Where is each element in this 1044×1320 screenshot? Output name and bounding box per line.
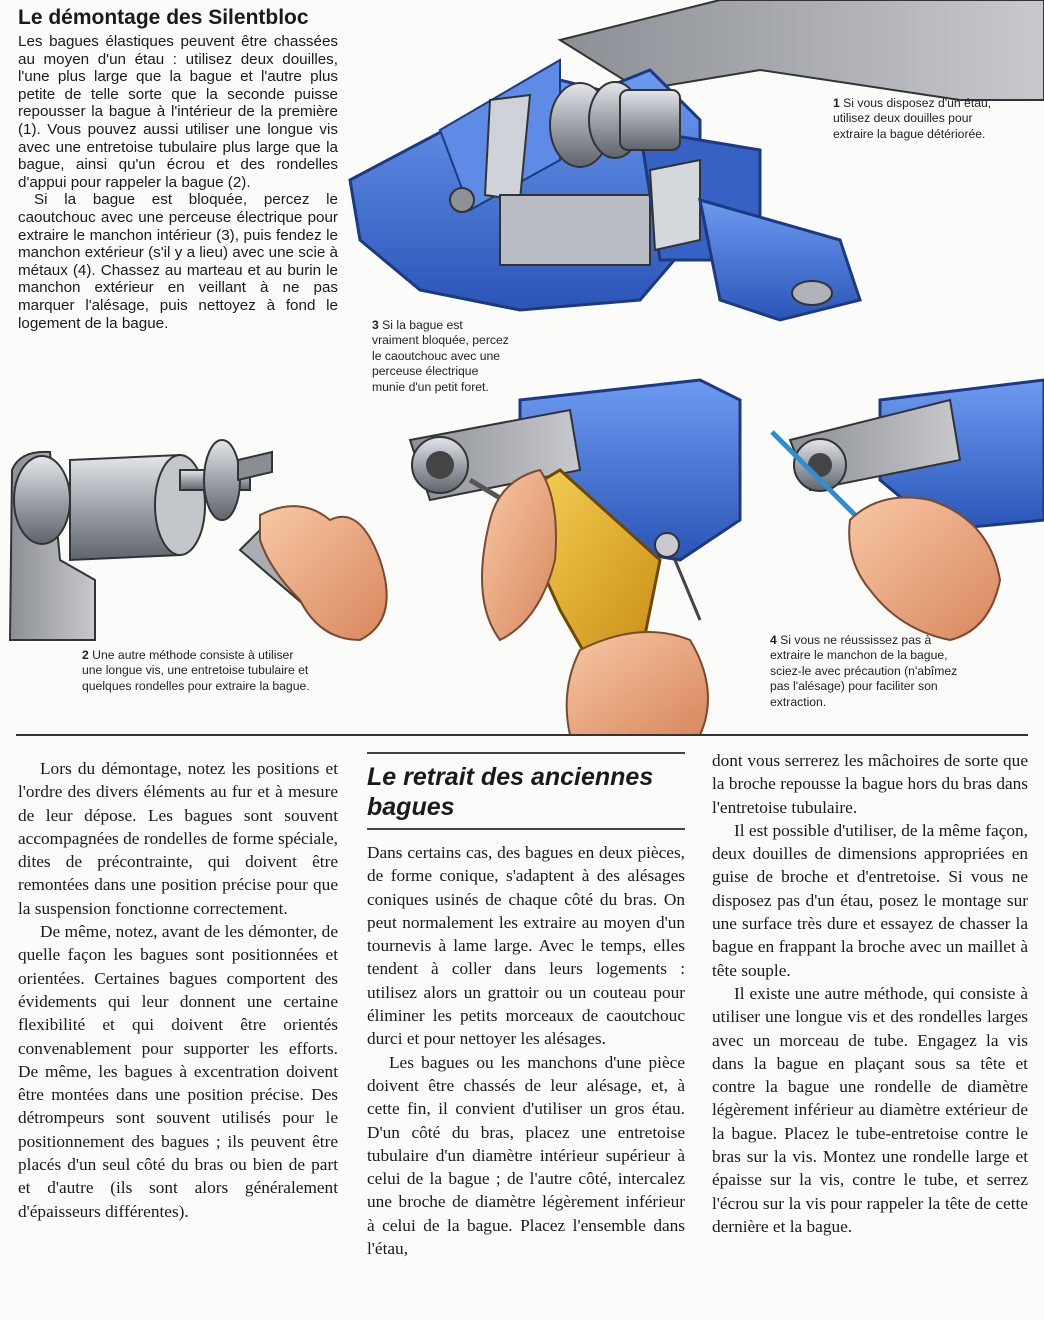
heading-rule-bottom	[367, 828, 685, 830]
paragraph: dont vous serrerez les mâchoires de sorte que la broche repousse la bague hors du bras dans l'entretoise tubulaire.	[712, 751, 1028, 817]
caption-number: 1	[833, 96, 840, 110]
vise-illustration-1	[350, 0, 1044, 320]
caption-text: Si vous disposez d'un étau, utilisez deux douilles pour extraire la bague détériorée.	[833, 96, 992, 141]
subsection-heading: Le retrait des anciennes bagues	[367, 763, 654, 821]
section-divider	[16, 734, 1028, 736]
screw-puller-illustration-2	[10, 440, 387, 640]
caption-2	[82, 648, 312, 694]
caption-1	[833, 96, 993, 142]
paragraph: Les bagues ou les manchons d'une pièce doivent être chassés de leur alésage, et, à cette fin, il convient d'utiliser un gros étau. D'un côté du bras, placez une entretoise tubulaire d'un diamètre intérieur supérieur à celui de la bague ; de l'autre côté, intercalez une broche de diamètre légèrement inférieur à celui de la bague. Placez l'ensemble dans l'étau,	[367, 1052, 685, 1259]
hacksaw-illustration-4	[772, 380, 1044, 640]
paragraph: Dans certains cas, des bagues en deux pièces, de forme conique, s'adaptent à des alésages coniques usinés de chaque côté du bras. On peut normalement les extraire au moyen d'un tournevis à lame large. Avec le temps, elles tendent à coller dans leurs logements : utilisez alors un grattoir ou un couteau pour éliminer les petits morceaux de caoutchouc durci et pour nettoyer les alésages.	[367, 843, 685, 1049]
caption-number: 4	[770, 633, 777, 647]
paragraph: De même, notez, avant de les démonter, de quelle façon les bagues sont positionnées et orientées. Certaines bagues comportent des évidements qui leur donnent une certaine flexibilité et qui doivent être orientés convenablement pour supporter les efforts. De même, les bagues à excentration doivent être montées dans une position précise. Des détrompeurs sont souvent utilisés pour le positionnement des bagues ; ils peuvent être placés d'un seul côté du bras ou bien de part et d'autre (ils sont alors généralement d'épaisseurs différentes).	[18, 922, 338, 1221]
text-column-1	[18, 757, 338, 1223]
caption-text: Une autre méthode consiste à utiliser une longue vis, une entretoise tubulaire et quelques rondelles pour extraire la bague.	[82, 648, 310, 693]
section-title: Le démontage des Silentbloc	[18, 6, 309, 29]
text-column-3	[712, 749, 1028, 1238]
drill-illustration-3	[410, 380, 740, 735]
paragraph: Il est possible d'utiliser, de la même façon, deux douilles de dimensions appropriées en guise de broche et d'entretoise. Si vous ne disposez pas d'un étau, posez le montage sur une surface très dure et essayez de chasser la bague en frappant la broche avec un maillet à tête souple.	[712, 820, 1028, 980]
caption-number: 3	[372, 318, 379, 332]
caption-3	[372, 318, 512, 395]
caption-number: 2	[82, 648, 89, 662]
heading-rule-top	[367, 752, 685, 754]
paragraph: Lors du démontage, notez les positions et l'ordre des divers éléments au fur et à mesure de leur dépose. Les bagues sont souvent accompagnées de rondelles de forme spéciale, dites de précontrainte, qui doivent être remontées dans une position précise pour que la suspension fonctionne correctement.	[18, 759, 338, 918]
intro-paragraph: Si la bague est bloquée, percez le caoutchouc avec une perceuse électrique pour extraire le manchon intérieur (3), puis fendez le manchon extérieur (s'il y a lieu) avec une scie à métaux (4). Chassez au marteau et au burin le manchon extérieur en veillant à ne pas marquer l'alésage, puis nettoyez à fond le logement de la bague.	[18, 191, 338, 332]
text-column-2	[367, 841, 685, 1260]
intro-text	[18, 33, 338, 332]
intro-paragraph: Les bagues élastiques peuvent être chassées au moyen d'un étau : utilisez deux douilles, l'une plus large que la bague et l'autre plus petite de telle sorte que la seconde puisse repousser la bague à l'intérieur de la première (1). Vous pouvez aussi utiliser une longue vis avec une entretoise tubulaire plus large que la bague, ainsi qu'un écrou et des rondelles d'appui pour rappeler la bague (2).	[18, 33, 338, 191]
caption-text: Si vous ne réussissez pas à extraire le manchon de la bague, sciez-le avec précaution (n'abîmez pas l'alésage) pour faciliter son extraction.	[770, 633, 958, 709]
caption-text: Si la bague est vraiment bloquée, percez le caoutchouc avec une perceuse électrique munie d'un petit foret.	[372, 318, 509, 394]
caption-4	[770, 633, 970, 710]
paragraph: Il existe une autre méthode, qui consiste à utiliser une longue vis et des rondelles larges avec un morceau de tube. Engagez la vis dans la bague en plaçant sous sa tête et contre la bague une rondelle de diamètre légèrement inférieur au diamètre extérieur de la bague. Placez le tube-entretoise contre le bras sur la vis. Montez une rondelle large et épaisse sur la vis, contre le tube, et serrez l'écrou sur la vis pour rappeler la tête de cette dernière et la bague.	[712, 983, 1028, 1236]
